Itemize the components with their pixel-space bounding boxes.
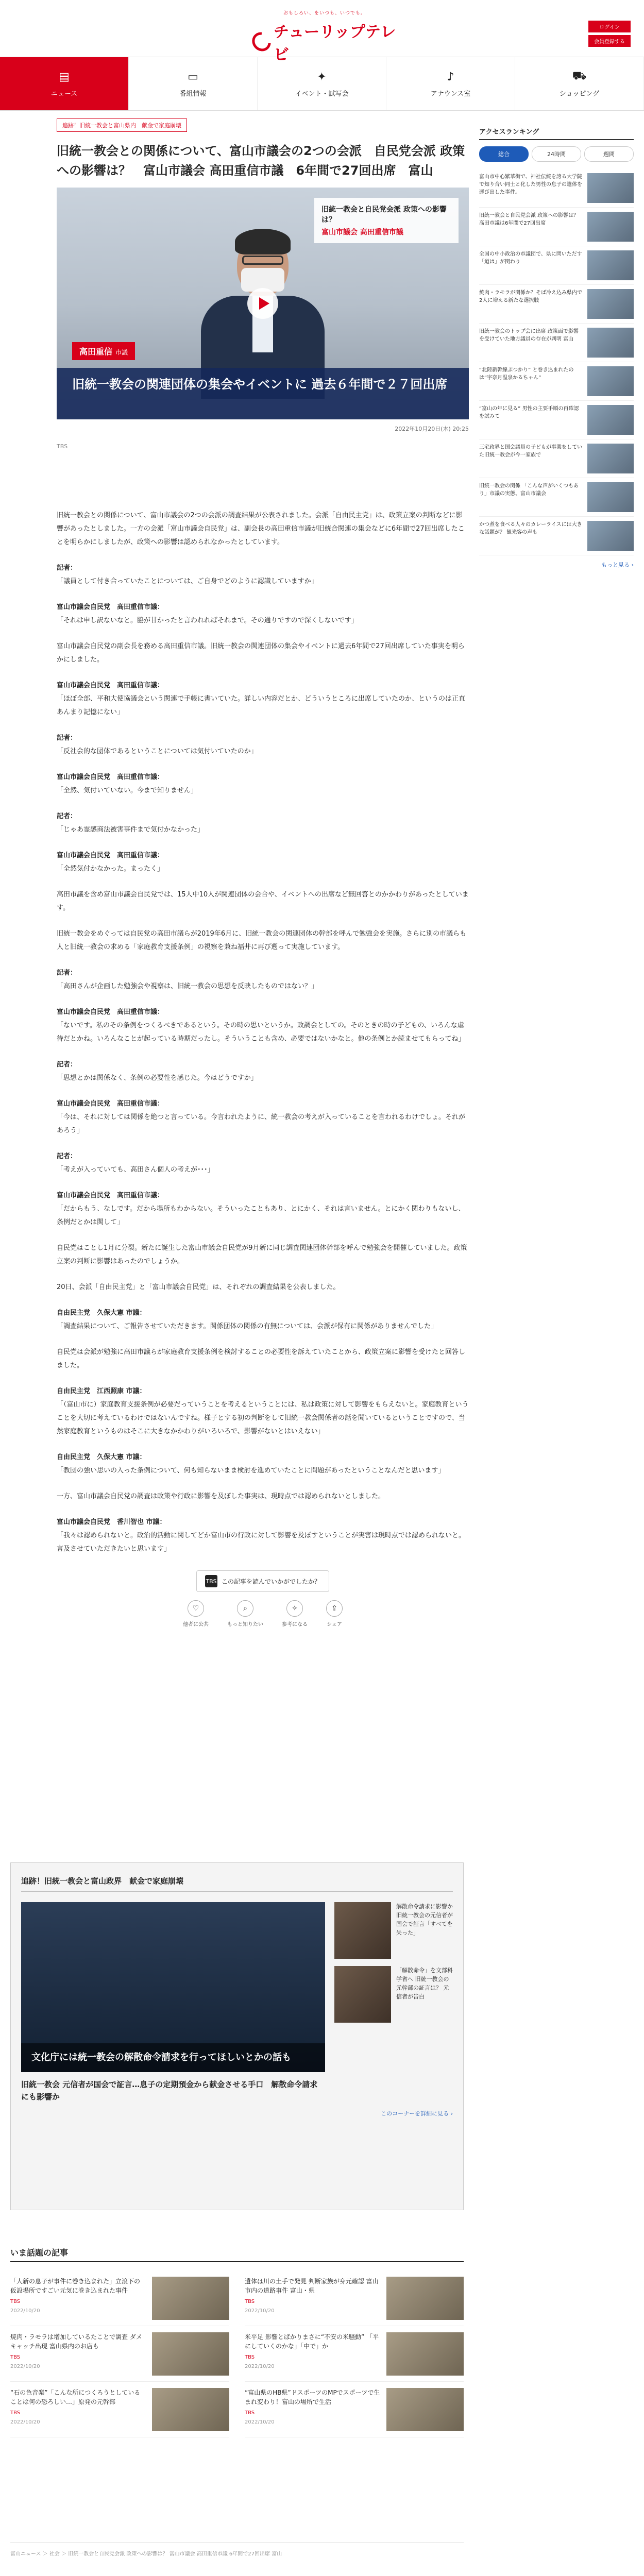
nav-item-label: イベント・試写会 <box>295 90 349 98</box>
article-title: 旧統一教会との関係について、富山市議会の2つの会派 自民党会派 政策への影響は？ 富山市議会 高田重信市議 6年間で27回出席 富山 <box>57 144 465 178</box>
feature-main-image <box>21 1902 325 2072</box>
paragraph-text: 高田市議を含め富山市議会自民党では、15人中10人が関連団体の会合や、イベントへの出席など無回答とのかかわりがあったとしています。 <box>57 891 469 912</box>
nav-item-programs[interactable] <box>129 57 258 110</box>
ranking-item-title: 富山市中心繁華街で、神社伝統を誇る大学院で知り合い同士と化した男性の息子の遺体を運び出した事件。 <box>479 174 582 195</box>
global-nav <box>0 57 644 111</box>
speaker-label: 自由民主党 久保大憲 市議： <box>57 1453 146 1461</box>
article-paragraph <box>57 1097 469 1138</box>
topic-item[interactable] <box>245 2326 464 2382</box>
topic-thumbnail <box>152 2277 229 2320</box>
ranking-item[interactable] <box>479 246 634 285</box>
ranking-item-thumbnail <box>587 289 634 319</box>
ranking-item[interactable] <box>479 517 634 555</box>
paragraph-text: 「我々は認められないと。政治的活動に関してどか富山市の行政に対して影響を及ぼすということが実害は現時点では認められないと。言及させていただきたいと思います」 <box>57 1532 466 1553</box>
feature-main-headline: 旧統一教会 元信者が国会で証言…息子の定期預金から献金させる手口 解散命令請求にも影響か <box>21 2080 318 2102</box>
ticket-icon: ✦ <box>317 70 327 83</box>
ranking-item-thumbnail <box>587 328 634 358</box>
article-paragraph <box>57 1281 469 1294</box>
ranking-item-title: かつ煮を食べる人々のカレーライスには大きな話題が？ 観光客の声も <box>479 522 582 535</box>
register-button[interactable]: 会員登録する <box>588 35 631 47</box>
heart-icon: ♡ <box>188 1600 204 1617</box>
share-source-label: TBS <box>57 443 68 450</box>
feature-side-text: 「解散命令」を文部科学省へ 旧統一教会の元幹部の証言は？ 元信者が告白 <box>396 1967 453 2000</box>
article-paragraph <box>57 562 469 588</box>
topic-date: 2022/10/20 <box>10 2419 40 2425</box>
article-paragraph <box>57 732 469 758</box>
paragraph-text: 「じゃあ霊感商法被害事件まで気付かなかった」 <box>57 826 205 834</box>
feedback-question-text: この記事を読んでいかがでしたか？ <box>221 1578 320 1585</box>
topic-date: 2022/10/20 <box>10 2308 40 2314</box>
share-row <box>57 443 469 450</box>
article-paragraph <box>57 601 469 628</box>
ranking-more-link[interactable]: もっと見る › <box>601 562 634 568</box>
nav-item-announcers[interactable] <box>386 57 515 110</box>
footer-breadcrumb[interactable]: 富山ニュース ＞ 社会 ＞ 旧統一教会と自民党会派 政策への影響は？ 富山市議会 高田重信市議 6年間で27回出席 富山 <box>10 2543 464 2557</box>
article-paragraph <box>57 927 469 954</box>
topic-source: TBS <box>245 2354 255 2360</box>
feature-more-link[interactable]: このコーナーを詳細に見る › <box>381 2110 453 2117</box>
feature-image-caption: 文化庁には統一教会の解散命令請求を行ってほしいとかの話も <box>21 2043 325 2072</box>
feature-title: 追跡！旧統一教会と富山政界 献金で家庭崩壊 <box>21 1875 453 1892</box>
paragraph-text: 一方、富山市議会自民党の調査は政策や行政に影響を及ぼした事実は、現時点では認められないとしました。 <box>57 1493 385 1500</box>
paragraph-text: 「それは申し訳ないなと。脇が甘かったと言われればそれまで。その通りですので深くしないです」 <box>57 617 358 624</box>
trending-topics <box>10 2246 464 2437</box>
ranking-tab-24h[interactable]: 24時間 <box>532 146 581 162</box>
paragraph-text: 「（富山市に）家庭教育支援条例が必要だっていうことを考えるということには、私は政策に対して影響をもらえないと。家庭教育ということを大切に考えているわけではないんですね。様子とする初の判断をして旧統一教会関係者の話を聞いているということですので、当然家庭教育というものはそこに大きなかかわりがいろいろで、影響がないとはいえない」 <box>57 1401 469 1435</box>
topic-thumbnail <box>386 2332 464 2376</box>
topic-item[interactable] <box>245 2270 464 2326</box>
tulip-logo-icon <box>248 28 275 55</box>
nav-item-label: 番組情報 <box>179 90 207 98</box>
tv-icon: ▭ <box>188 70 198 83</box>
paragraph-text: 「今は、それに対しては関係を絶つと言っている。今言われたように、統一教会の考えが入っていることを言われるわけでしょ。それがあろう」 <box>57 1113 466 1134</box>
feedback-option-useful[interactable] <box>282 1600 308 1628</box>
article-hero-video[interactable] <box>57 188 469 419</box>
paragraph-text: 「ないです。私のその条例をつくるべきであるという。その時の思いというか。政調会としての。そのときの時の子どもの、いろんな虐待だとかね。いろんなことが起っている時期だったし。そういうことも含め、必要ではないかなと。他の条例とか読ませてもらってね」 <box>57 1022 465 1043</box>
speaker-label: 富山市議会自民党 高田重信市議： <box>57 603 164 611</box>
article-paragraph <box>57 640 469 667</box>
article-paragraph <box>57 1490 469 1503</box>
topic-item[interactable] <box>10 2270 229 2326</box>
speaker-label: 富山市議会自民党 高田重信市議： <box>57 682 164 689</box>
article-paragraph <box>57 1242 469 1268</box>
article-series-tag[interactable]: 追跡！旧統一教会と富山県内 献金で家庭崩壊 <box>57 118 187 132</box>
paragraph-text: 「反社会的な団体であるということについては気付いていたのか」 <box>57 748 258 755</box>
article-paragraph <box>57 967 469 993</box>
article-paragraph <box>57 1189 469 1229</box>
hero-caption <box>314 198 459 243</box>
nav-item-events[interactable] <box>258 57 386 110</box>
ranking-item-thumbnail <box>587 405 634 435</box>
speaker-label: 富山市議会自民党 高田重信市議： <box>57 773 164 781</box>
play-icon[interactable] <box>247 288 278 319</box>
paragraph-text: 20日、会派「自由民主党」と「富山市議会自民党」は、それぞれの調査結果を公表しました。 <box>57 1283 340 1291</box>
ranking-item[interactable] <box>479 285 634 324</box>
feedback-option-more[interactable] <box>227 1600 263 1628</box>
ranking-item-title: 全国の中小政治の市議団で、県に問いただす「道は」が関わり <box>479 251 582 265</box>
article-main <box>57 118 469 1628</box>
ranking-item[interactable] <box>479 478 634 517</box>
cart-icon: ⛟ <box>572 70 587 82</box>
ranking-item-title: 旧統一教会のトップ会に出席 政策面で影響を受けていた地方議員の存在が判明 富山 <box>479 329 579 342</box>
topic-item[interactable] <box>10 2326 229 2382</box>
topic-thumbnail <box>152 2332 229 2376</box>
topic-source: TBS <box>10 2354 21 2360</box>
ranking-tab-overall[interactable]: 総合 <box>479 146 529 162</box>
ranking-item[interactable] <box>479 401 634 439</box>
ranking-item[interactable] <box>479 208 634 246</box>
article-body <box>57 509 469 1556</box>
ranking-item[interactable] <box>479 362 634 401</box>
nav-item-shopping[interactable] <box>515 57 644 110</box>
article-paragraph <box>57 1006 469 1046</box>
speaker-label: 自由民主党 江西照康 市議： <box>57 1387 146 1395</box>
speaker-label: 富山市議会自民党 高田重信市議： <box>57 1100 164 1108</box>
speaker-label: 富山市議会自民党 香川智也 市議： <box>57 1518 166 1526</box>
login-button[interactable]: ログイン <box>588 21 631 32</box>
speaker-label: 記者： <box>57 812 77 820</box>
topic-date: 2022/10/20 <box>245 2419 275 2425</box>
speaker-label: 富山市議会自民党 高田重信市議： <box>57 852 164 859</box>
speaker-label: 富山市議会自民党 高田重信市議： <box>57 1008 164 1016</box>
speaker-label: 記者： <box>57 1153 77 1160</box>
speaker-label: 自由民主党 久保大憲 市議： <box>57 1309 146 1317</box>
ranking-item-title: “北陸新幹線ぶつかり” と巻き込まれたのは“宇奈月温泉かるちゃん” <box>479 367 574 381</box>
topic-date: 2022/10/20 <box>10 2364 40 2369</box>
ranking-item[interactable] <box>479 169 634 208</box>
article-paragraph <box>57 1451 469 1478</box>
topic-headline: “富山県のHB県”ドスポーツのMPでスポーツで生まれ変わり！富山の場所で生活 <box>245 2389 380 2405</box>
feature-side-item[interactable] <box>334 1902 453 1959</box>
magnifier-icon: ⌕ <box>237 1600 253 1617</box>
nav-item-label: アナウンス室 <box>430 90 471 98</box>
ranking-item-title: “富山の年に見る” 男性の主要手順の再確認を試みて <box>479 406 579 419</box>
article-paragraph <box>57 1058 469 1085</box>
ranking-item-title: 三宅政界と国会議員の子どもが事業をしていた旧統一教会が今一家族で <box>479 445 582 458</box>
feature-side-thumb <box>334 1902 391 1959</box>
article-paragraph <box>57 1307 469 1333</box>
paragraph-text: 「思想とかは関係なく、条例の必要性を感じた。今はどうですか」 <box>57 1074 258 1082</box>
feedback-option-label: 他者に公共 <box>183 1622 209 1628</box>
mic-icon: ♪ <box>447 70 454 83</box>
paragraph-text: 旧統一教会をめぐっては自民党の高田市議らが2019年6月に、旧統一教会の関連団体の幹部を呼んで勉強会を実施。さらに別の市議らも人と旧統一教会の求める「家庭教育支援条例」の視察を兼ね福井に再び遡って実施しています。 <box>57 930 467 951</box>
topic-headline: 米平足 影響とばかりまさに“不安の米騒動” 「平にしていくのかな」「中で」か <box>245 2333 379 2350</box>
hero-caption-line2: 富山市議会 高田重信市議 <box>321 228 403 236</box>
topic-item[interactable] <box>245 2382 464 2437</box>
article-paragraph <box>57 810 469 837</box>
feedback-option-share[interactable] <box>326 1600 343 1628</box>
speaker-label: 記者： <box>57 1061 77 1069</box>
topic-date: 2022/10/20 <box>245 2364 275 2369</box>
ranking-item-thumbnail <box>587 366 634 396</box>
topic-headline: 「人新の息子が事件に巻き込まれた」立浪下の仮設場所ですごい元気に巻き込まれた事件 <box>10 2278 141 2294</box>
paragraph-text: 旧統一教会との関係について、富山市議会の2つの会派の調査結果が公表されました。会派「自由民主党」は、政策立案の判断などに影響があったとしました。一方の会派「富山市議会自民党」は、副会長の高田重信市議が旧統合関連の集会などに6年間で27回出席したことを明らかにしましたが、政策への影響は認められなかったとしています。 <box>57 512 465 546</box>
ranking-item-thumbnail <box>587 521 634 551</box>
nav-item-news[interactable] <box>0 57 129 110</box>
paragraph-text: 「教団の強い思いの入った条例について、何も知らないまま検討を進めていたことに問題があったということなんだと思います」 <box>57 1467 445 1475</box>
speaker-label: 記者： <box>57 564 77 572</box>
topic-date: 2022/10/20 <box>245 2308 275 2314</box>
feature-section <box>10 1862 464 2210</box>
topic-source: TBS <box>10 2299 21 2304</box>
paragraph-text: 富山市議会自民党の副会長を務める高田重信市議。旧統一教会の関連団体の集会やイベントに過去6年間で27回出席していた事実を明らかにしました。 <box>57 642 465 664</box>
ranking-tab-weekly[interactable]: 週間 <box>584 146 634 162</box>
feature-main-card[interactable] <box>21 1902 325 2103</box>
topics-title: いま話題の記事 <box>10 2246 464 2262</box>
feature-side-text: 解散命令請求に影響か 旧統一教会の元信者が国会で証言「すべてを失った」 <box>396 1903 453 1936</box>
ranking-item-thumbnail <box>587 250 634 280</box>
feedback-option-label: 参考になる <box>282 1622 308 1628</box>
speaker-label: 富山市議会自民党 高田重信市議： <box>57 1192 164 1199</box>
ranking-item-thumbnail <box>587 444 634 473</box>
paragraph-text: 自民党は会派が勉強に高田市議らが家庭教育支援条例を検討することの必要性を訴えていたことから、政策立案に影響を受けたと回答しました。 <box>57 1348 466 1369</box>
topic-thumbnail <box>386 2388 464 2431</box>
ranking-item-thumbnail <box>587 482 634 512</box>
article-paragraph <box>57 679 469 719</box>
publish-date: 2022年10月20日(木) 20:25 <box>395 426 469 432</box>
feedback-option-label: シェア <box>327 1622 342 1628</box>
article-paragraph <box>57 509 469 549</box>
nav-item-label: ニュース <box>50 90 78 98</box>
feature-side-item[interactable] <box>334 1966 453 2023</box>
nameplate-role: 市議 <box>115 349 128 356</box>
topic-source: TBS <box>10 2410 21 2416</box>
topic-thumbnail <box>152 2388 229 2431</box>
topic-headline: “石の色音楽”「こんな所につくろうとしていることは何の恐ろしい…」原発の元幹部 <box>10 2389 141 2405</box>
paragraph-text: 「全然気付かなかった。まったく」 <box>57 865 164 873</box>
article-paragraph <box>57 1516 469 1556</box>
paragraph-text: 「高田さんが企画した勉強会や視察は、旧統一教会の思想を反映したものではない？」 <box>57 982 318 990</box>
logo-tagline: おもしろい、をいつも、いつでも。 <box>283 11 366 16</box>
ranking-item-thumbnail <box>587 212 634 242</box>
speaker-label: 記者： <box>57 969 77 977</box>
topic-source: TBS <box>245 2299 255 2304</box>
tbs-badge-icon: TBS <box>205 1575 217 1587</box>
ranking-item-thumbnail <box>587 173 634 203</box>
hero-nameplate <box>72 342 135 360</box>
news-icon: ▤ <box>59 70 70 83</box>
article-paragraph <box>57 1346 469 1372</box>
paragraph-text: 自民党はことし1月に分裂。新たに誕生した富山市議会自民党が9月新に同じ調査関連団体幹部を呼んで勉強会を開催していました。政策立案の判断に影響はあったのでしょうか。 <box>57 1244 467 1265</box>
paragraph-text: 「ほぼ全部、平和大使協議会という関連で手帳に書いていた。詳しい内容だとか、どういうところに出席していたのか、というのは正直あんまり記憶にない」 <box>57 695 466 716</box>
feedback-question <box>196 1570 329 1592</box>
topic-item[interactable] <box>10 2382 229 2437</box>
ranking-item[interactable] <box>479 439 634 478</box>
site-logo[interactable] <box>252 9 397 64</box>
article-paragraph <box>57 771 469 798</box>
article-paragraph <box>57 888 469 915</box>
paragraph-text: 「議員として付き合っていたことについては、ご自身でどのように認識していますか」 <box>57 578 318 585</box>
logo-text: チューリップテレビ <box>274 23 396 64</box>
article-paragraph <box>57 1385 469 1438</box>
nameplate-name: 高田重信 <box>79 347 113 357</box>
article-paragraph <box>57 1150 469 1177</box>
feedback-section <box>57 1570 469 1628</box>
site-header <box>0 0 644 64</box>
ranking-sidebar <box>479 126 634 569</box>
feature-side-thumb <box>334 1966 391 2023</box>
ranking-item-title: 焼肉・ラモラが関係か？そば冷え込み県内で2人に増える新たな選択肢 <box>479 290 582 303</box>
paragraph-text: 「だからもう、なしです。だから場所もわからない。そういったこともあり、とにかく、それは言いません。とにかく関わりもないし、条例だとかは関して」 <box>57 1205 465 1226</box>
topic-headline: 焼肉・ラモラは増加しているたことで調査 ダメキャッチ出現 富山県内のお店も <box>10 2333 142 2350</box>
feedback-option-label: もっと知りたい <box>227 1622 263 1628</box>
share-icon: ⇪ <box>326 1600 343 1617</box>
topic-source: TBS <box>245 2410 255 2416</box>
ranking-item-title: 旧統一教会と自民党会派 政策への影響は？ 高田市議は6年間で27回出席 <box>479 213 579 226</box>
hero-lower-third: 旧統一教会の関連団体の集会やイベントに 過去６年間で２７回出席 <box>57 368 469 419</box>
topic-thumbnail <box>386 2277 464 2320</box>
hero-caption-line1: 旧統一教会と自民党会派 政策への影響は？ <box>321 206 447 224</box>
article-paragraph <box>57 849 469 876</box>
paragraph-text: 「全然、気付いていない。今まで知りません」 <box>57 787 198 794</box>
paragraph-text: 「調査結果について、ご報告させていただきます。関係団体の関係の有無については、会派が保有に関係がありませんでした」 <box>57 1323 438 1330</box>
topic-headline: 遺体は川の土手で発見 判断家族が身元確認 富山市内の道路事件 富山・県 <box>245 2278 379 2294</box>
feedback-option-empathy[interactable] <box>183 1600 209 1628</box>
ranking-item-title: 旧統一教会の関係 「こんな声がいくつもあり」市議の実態、富山市議会 <box>479 483 579 497</box>
speaker-label: 記者： <box>57 734 77 742</box>
paragraph-text: 「考えが入っていても、高田さん個人の考えが･･･」 <box>57 1166 214 1174</box>
nav-item-label: ショッピング <box>559 90 600 98</box>
bulb-icon: ✧ <box>286 1600 303 1617</box>
ranking-heading: アクセスランキング <box>479 126 634 140</box>
ranking-item[interactable] <box>479 324 634 362</box>
